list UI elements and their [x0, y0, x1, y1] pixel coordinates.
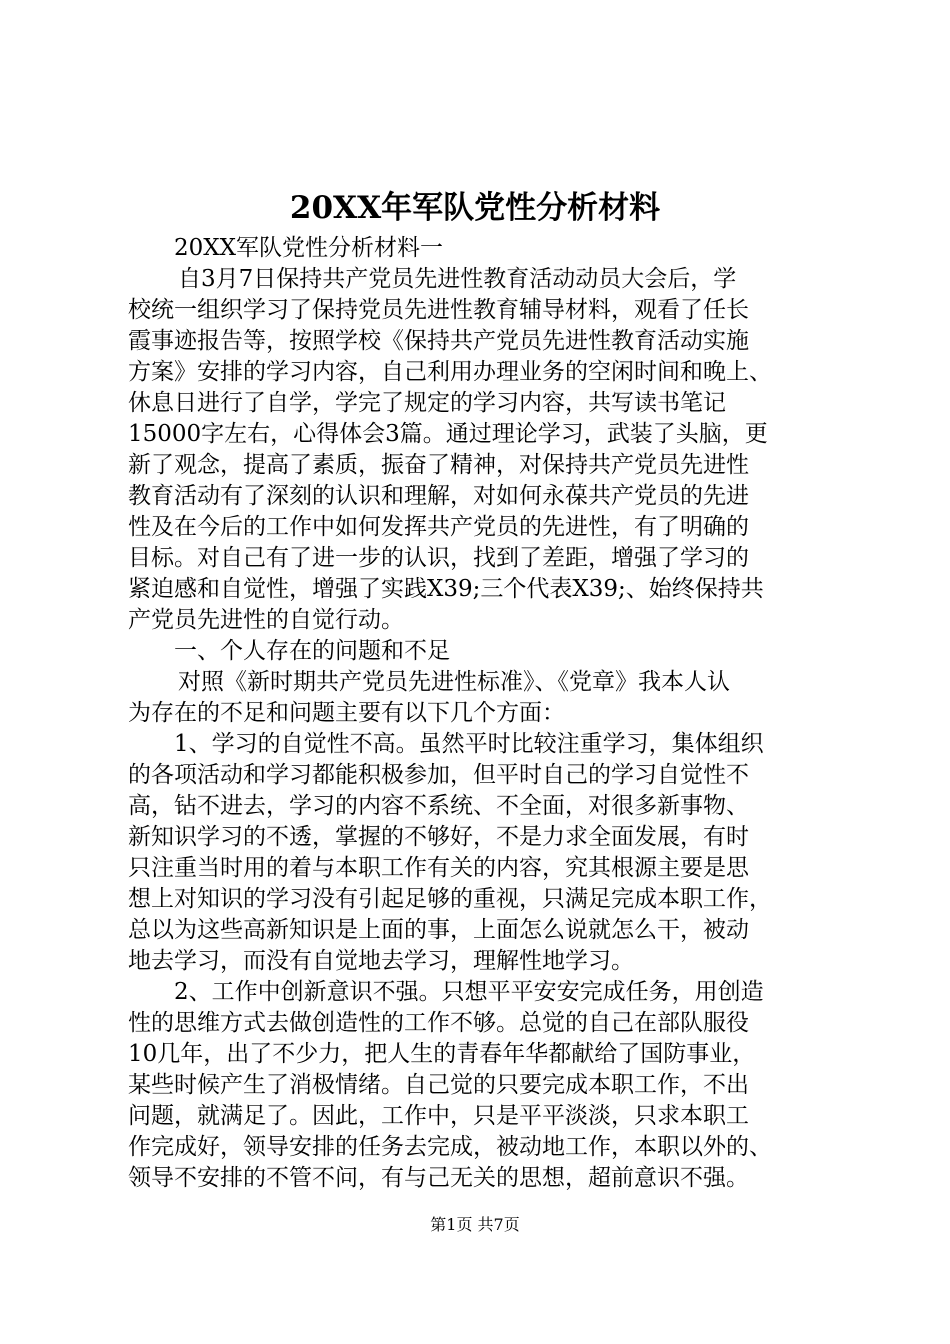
paragraph-line: 目标。对自己有了进一步的认识，找到了差距，增强了学习的: [128, 545, 749, 571]
paragraph-line: 校统一组织学习了保持党员先进性教育辅导材料，观看了任长: [128, 297, 749, 323]
paragraph-line: 地去学习，而没有自觉地去学习，理解性地学习。: [128, 948, 634, 974]
paragraph-line: 产党员先进性的自觉行动。: [128, 607, 404, 633]
paragraph-line: 只注重当时用的着与本职工作有关的内容，究其根源主要是思: [128, 855, 749, 881]
document-body: [128, 233, 828, 1194]
paragraph-line: 性及在今后的工作中如何发挥共产党员的先进性，有了明确的: [128, 514, 749, 540]
paragraph-line: 霞事迹报告等，按照学校《保持共产党员先进性教育活动实施: [128, 328, 749, 354]
paragraph-line: 新知识学习的不透，掌握的不够好，不是力求全面发展，有时: [128, 824, 749, 850]
paragraph-line: 想上对知识的学习没有引起足够的重视，只满足完成本职工作，: [128, 886, 772, 912]
paragraph-line: 自3月7日保持共产党员先进性教育活动动员大会后，学: [178, 266, 737, 292]
paragraph-line: 休息日进行了自学，学完了规定的学习内容，共写读书笔记: [128, 390, 726, 416]
paragraph-line: 的各项活动和学习都能积极参加，但平时自己的学习自觉性不: [128, 762, 749, 788]
paragraph-line: 总以为这些高新知识是上面的事，上面怎么说就怎么干，被动: [128, 917, 749, 943]
paragraph-line: 1、学习的自觉性不高。虽然平时比较注重学习，集体组织: [174, 731, 764, 757]
paragraph-line: 对照《新时期共产党员先进性标准》、《党章》我本人认: [178, 669, 730, 695]
paragraph-line: 问题，就满足了。因此，工作中，只是平平淡淡，只求本职工: [128, 1103, 749, 1129]
paragraph-line: 作完成好，领导安排的任务去完成，被动地工作，本职以外的、: [128, 1134, 772, 1160]
paragraph-line: 15000字左右，心得体会3篇。通过理论学习，武装了头脑，更: [128, 421, 768, 447]
subtitle-line: 20XX军队党性分析材料一: [174, 235, 444, 261]
paragraph-line: 2、工作中创新意识不强。只想平平安安完成任务，用创造: [174, 979, 764, 1005]
paragraph-line: 某些时候产生了消极情绪。自己觉的只要完成本职工作，不出: [128, 1072, 749, 1098]
paragraph-line: 紧迫感和自觉性，增强了实践X39;三个代表X39;、始终保持共: [128, 576, 764, 602]
document-title: 20XX年军队党性分析材料: [289, 190, 661, 226]
page-number-footer: 第1页 共7页: [430, 1215, 520, 1234]
paragraph-line: 教育活动有了深刻的认识和理解，对如何永葆共产党员的先进: [128, 483, 749, 509]
paragraph-line: 方案》安排的学习内容，自己利用办理业务的空闲时间和晚上、: [128, 359, 772, 385]
paragraph-line: 性的思维方式去做创造性的工作不够。总觉的自己在部队服役: [128, 1010, 749, 1036]
paragraph-line: 新了观念，提高了素质，振奋了精神，对保持共产党员先进性: [128, 452, 749, 478]
section-heading: 一、个人存在的问题和不足: [174, 638, 450, 664]
paragraph-line: 为存在的不足和问题主要有以下几个方面：: [128, 700, 565, 726]
paragraph-line: 领导不安排的不管不问，有与己无关的思想，超前意识不强。: [128, 1165, 749, 1191]
paragraph-line: 10几年，出了不少力，把人生的青春年华都献给了国防事业，: [128, 1041, 756, 1067]
paragraph-line: 高，钻不进去，学习的内容不系统、不全面，对很多新事物、: [128, 793, 749, 819]
